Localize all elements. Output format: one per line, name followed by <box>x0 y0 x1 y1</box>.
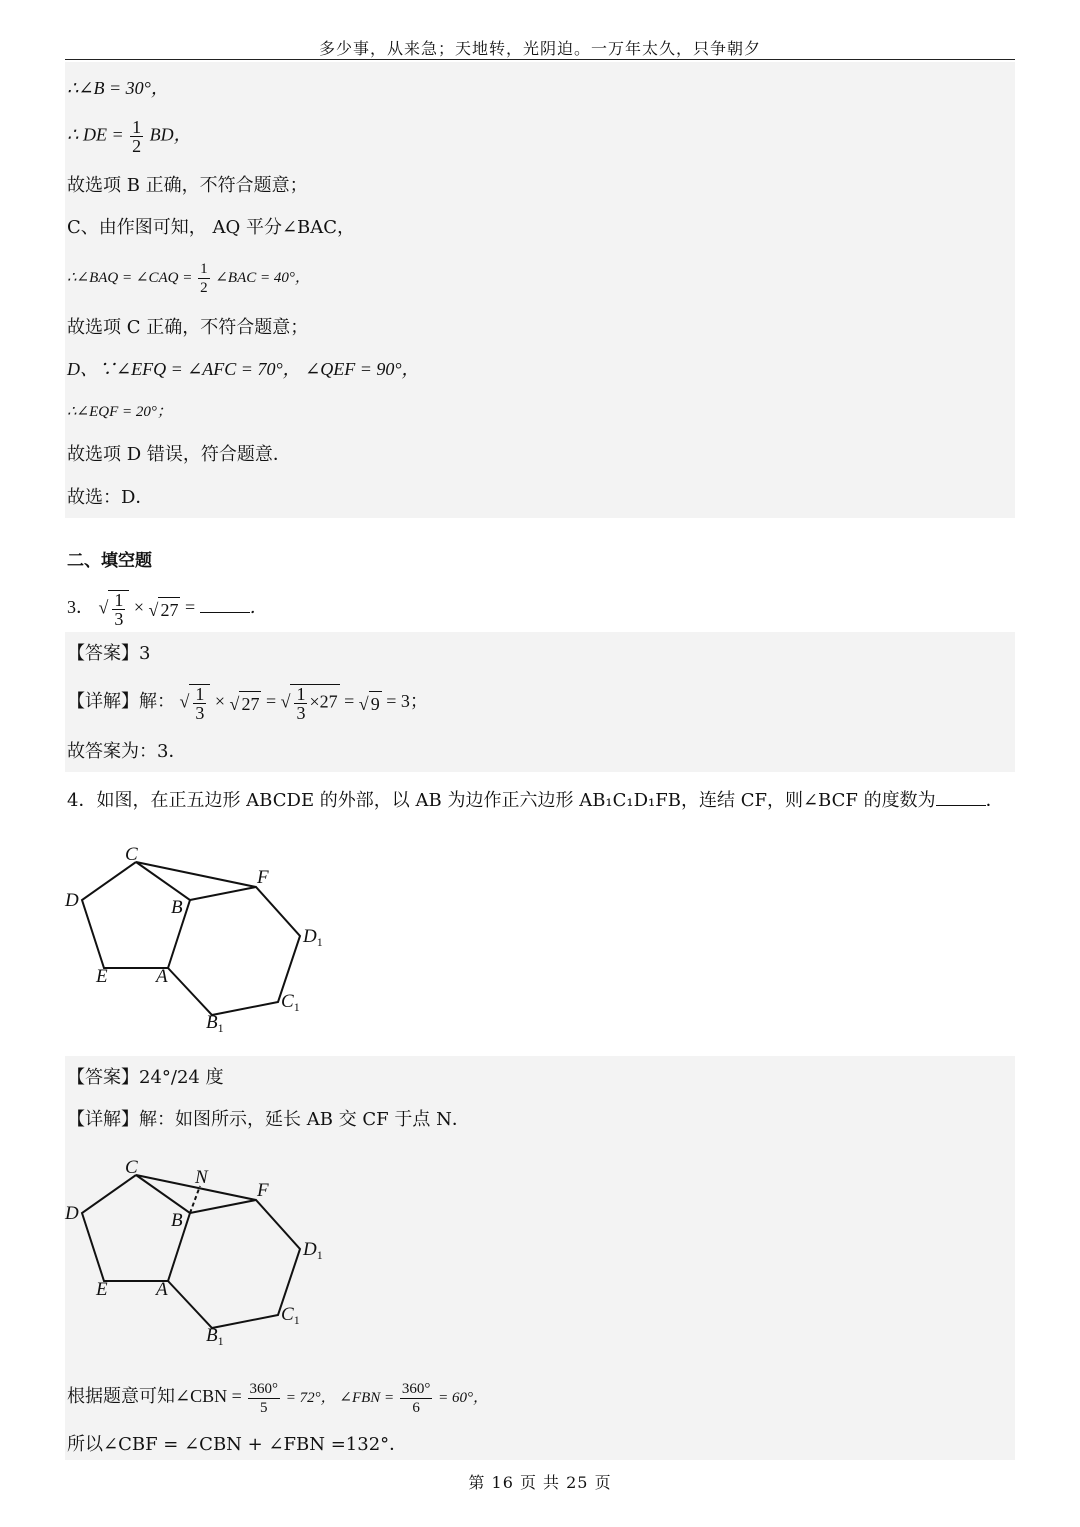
page-footer: 第 16 页 共 25 页 <box>468 1473 612 1492</box>
answer-q3: 【答案】3 <box>67 643 151 664</box>
equals: = <box>344 691 355 712</box>
line-final: 所以∠CBF = ∠CBN + ∠FBN =132°． <box>67 1434 408 1455</box>
letter: C <box>281 991 294 1012</box>
expr: 根据题意可知∠CBN = <box>67 1385 242 1406</box>
label-d: D <box>65 1203 79 1224</box>
label-c: C <box>125 844 138 865</box>
fraction-360-6 <box>400 1380 433 1417</box>
subscript: 1 <box>316 935 323 949</box>
radical-27: √ 27 <box>230 691 262 716</box>
den: 2 <box>200 280 208 296</box>
label-b: B <box>171 1210 183 1231</box>
answer-blank <box>200 596 250 613</box>
detail-label: 【详解】解： <box>67 691 175 712</box>
conclusion-q3: 故答案为：3． <box>67 741 187 762</box>
fraction-half <box>130 118 143 155</box>
num: 1 <box>296 684 306 704</box>
line-option-b: 故选项 B 正确，不符合题意； <box>67 175 308 196</box>
label-c: C <box>125 1157 138 1178</box>
radicand: 27 <box>158 597 180 622</box>
label-c1 <box>281 1304 300 1327</box>
subscript: 1 <box>293 1000 300 1014</box>
answer-q4: 【答案】24°/24 度 <box>67 1067 224 1088</box>
letter: B <box>206 1012 218 1033</box>
expr: ∴∠BAQ = ∠CAQ = <box>67 269 193 286</box>
line-option-c: C、由作图可知， AQ 平分∠BAC， <box>67 217 356 238</box>
label-b: B <box>171 897 183 918</box>
label-d1 <box>302 1239 323 1262</box>
subscript: 1 <box>293 1313 300 1327</box>
label-b1 <box>206 1325 224 1348</box>
times: × <box>133 597 145 618</box>
label-c1 <box>281 991 300 1014</box>
num: 1 <box>195 684 205 704</box>
extension-bn <box>190 1186 200 1213</box>
num: 1 <box>132 117 142 137</box>
letter: D <box>303 926 317 947</box>
equals: = <box>184 597 196 618</box>
line-angle-calc <box>67 1380 488 1417</box>
radical-9: √ 9 <box>359 691 382 716</box>
question-number: 3． <box>67 597 94 618</box>
line-baq <box>67 260 310 297</box>
expr: ∴ DE = <box>67 124 124 145</box>
figure-pentagon-hexagon <box>60 835 350 1040</box>
letter: D <box>303 1239 317 1260</box>
radical-one-third: √ $\frac{1}{3}$ <box>99 590 130 628</box>
radical-combined: √ $\frac{1}{3}$ ×27 <box>280 684 338 723</box>
line-eqf: ∴∠EQF = 20°； <box>67 404 172 420</box>
radicand: 27 <box>239 691 261 716</box>
result: = 3； <box>386 691 428 712</box>
period: ． <box>985 790 1004 811</box>
fraction-half <box>198 260 210 297</box>
letter: C <box>281 1304 294 1325</box>
num: 1 <box>114 590 124 610</box>
equals: = <box>265 691 277 712</box>
expr: = 72°， ∠FBN = <box>285 1389 395 1406</box>
label-e: E <box>96 1279 108 1300</box>
line-option-c-correct: 故选项 C 正确，不符合题意； <box>67 317 309 338</box>
section-title: 二、填空题 <box>67 551 152 571</box>
times: × <box>214 691 226 712</box>
period: ． <box>249 597 268 618</box>
expr: ∠BAC = 40°， <box>215 269 310 286</box>
den: 5 <box>260 1400 268 1416</box>
den: 6 <box>412 1400 420 1416</box>
subscript: 1 <box>217 1334 224 1348</box>
expr: = 60°， <box>438 1389 489 1406</box>
den: 3 <box>195 703 205 723</box>
label-f: F <box>257 867 269 888</box>
label-e: E <box>96 966 108 987</box>
line-choice: 故选：D． <box>67 487 154 508</box>
page-header-motto: 多少事，从来急；天地转，光阴迫。一万年太久，只争朝夕 <box>318 39 761 58</box>
question-3-stem <box>67 590 268 628</box>
radicand: 9 <box>369 691 382 716</box>
stem-text: 4．如图，在正五边形 ABCDE 的外部，以 AB 为边作正六边形 AB₁C₁D₁FB，连结 CF，则∠BCF 的度数为 <box>67 790 936 811</box>
header-rule <box>65 59 1015 60</box>
radical-one-third: √ $\frac{1}{3}$ <box>180 684 211 722</box>
detail-q3 <box>67 684 428 722</box>
den: 2 <box>132 136 142 156</box>
answer-blank <box>936 789 986 806</box>
line-option-d-wrong: 故选项 D 错误，符合题意． <box>67 444 291 465</box>
line-angle-b: ∴∠B = 30°， <box>67 78 169 98</box>
figure-pentagon-hexagon-extended <box>60 1148 350 1353</box>
line-option-d: D、∵∠EFQ = ∠AFC = 70°， ∠QEF = 90°， <box>67 359 420 379</box>
line-de-bd <box>67 118 192 155</box>
detail-q4: 【详解】解：如图所示，延长 AB 交 CF 于点 N． <box>67 1109 470 1130</box>
question-4-stem <box>67 789 1004 813</box>
expr: BD， <box>149 124 192 145</box>
radicand-rest: ×27 <box>309 691 338 712</box>
letter: B <box>206 1325 218 1346</box>
label-a: A <box>156 966 168 987</box>
label-d: D <box>65 890 79 911</box>
den: 3 <box>296 703 306 723</box>
subscript: 1 <box>217 1021 224 1035</box>
num: 360° <box>249 1381 278 1397</box>
label-a: A <box>156 1279 168 1300</box>
radical-27: √ 27 <box>149 597 181 622</box>
fraction-360-5 <box>248 1380 281 1417</box>
subscript: 1 <box>316 1248 323 1262</box>
num: 360° <box>401 1381 431 1397</box>
den: 3 <box>114 609 124 629</box>
label-d1 <box>302 926 323 949</box>
label-f: F <box>257 1180 269 1201</box>
num: 1 <box>200 261 208 277</box>
label-n: N <box>195 1167 208 1188</box>
label-b1 <box>206 1012 224 1035</box>
